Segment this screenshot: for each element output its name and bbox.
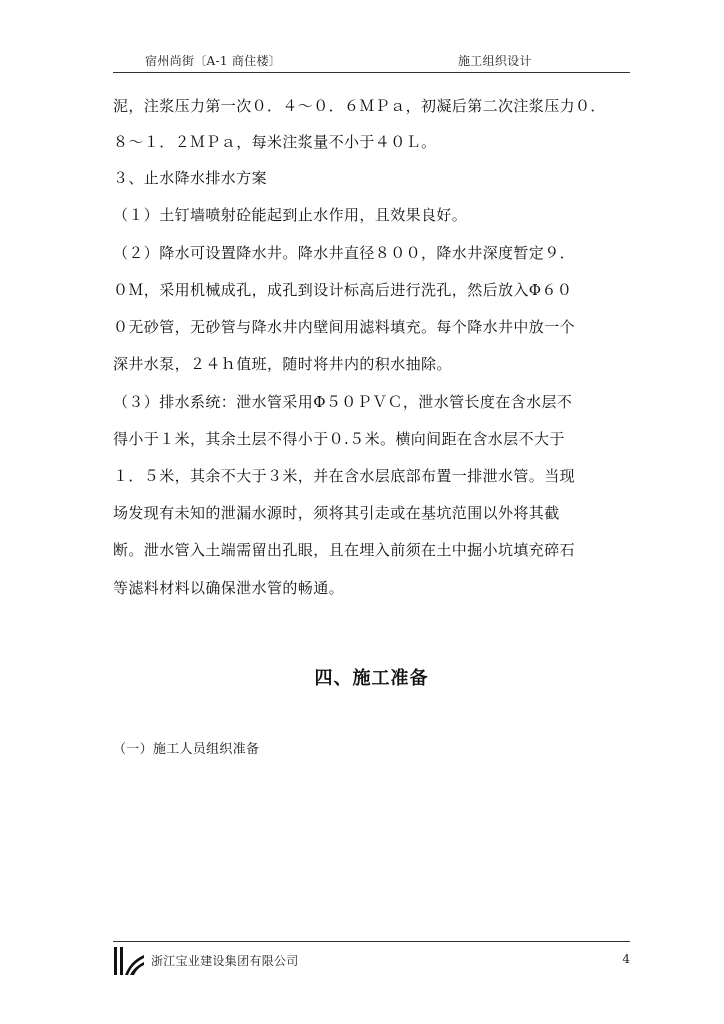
page-header — [113, 50, 630, 72]
footer-company-name: 浙江宝业建设集团有限公司 — [151, 954, 299, 968]
body-line: 得小于１米，其余土层不得小于０.５米。横向间距在含水层不大于 — [113, 430, 565, 448]
body-line: 泥，注浆压力第一次０．４～０．６ＭＰａ，初凝后第二次注浆压力０． — [113, 97, 606, 115]
body-line: ０Ｍ，采用机械成孔，成孔到设计标高后进行洗孔，然后放入Φ６０ — [113, 281, 573, 299]
body-line: ３、止水降水排水方案 — [113, 169, 268, 187]
section-heading: 四、施工准备 — [314, 668, 429, 689]
body-line: （１）土钉墙喷射砼能起到止水作用，且效果良好。 — [113, 206, 468, 224]
body-line: （２）降水可设置降水井。降水井直径８００，降水井深度暂定９． — [113, 244, 576, 262]
body-line: 断。泄水管入土端需留出孔眼，且在埋入前须在土中掘小坑填充碎石 — [113, 541, 576, 559]
header-document-title: 施工组织设计 — [458, 54, 532, 68]
body-line: 深井水泵，２４ｈ值班，随时将井内的积水抽除。 — [113, 355, 452, 373]
header-divider — [113, 72, 630, 73]
body-line: ０无砂管，无砂管与降水井内壁间用滤料填充。每个降水井中放一个 — [113, 318, 576, 336]
footer-divider — [113, 941, 630, 942]
company-logo-icon — [113, 945, 145, 977]
body-line: １．５米，其余不大于３米，并在含水层底部布置一排泄水管。当现 — [113, 467, 576, 485]
page-number: 4 — [622, 952, 630, 966]
body-line: （３）排水系统：泄水管采用Φ５０ＰＶＣ，泄水管长度在含水层不 — [113, 393, 573, 411]
header-project-name: 宿州尚街〔A-1 商住楼〕 — [145, 54, 282, 68]
body-line: 场发现有未知的泄漏水源时，须将其引走或在基坑范围以外将其截 — [113, 504, 560, 522]
section-subheading: （一）施工人员组织准备 — [113, 742, 260, 757]
body-line: ８～１．２ＭＰａ，每米注浆量不小于４０Ｌ。 — [113, 133, 437, 151]
body-line: 等滤料材料以确保泄水管的畅通。 — [113, 579, 345, 597]
